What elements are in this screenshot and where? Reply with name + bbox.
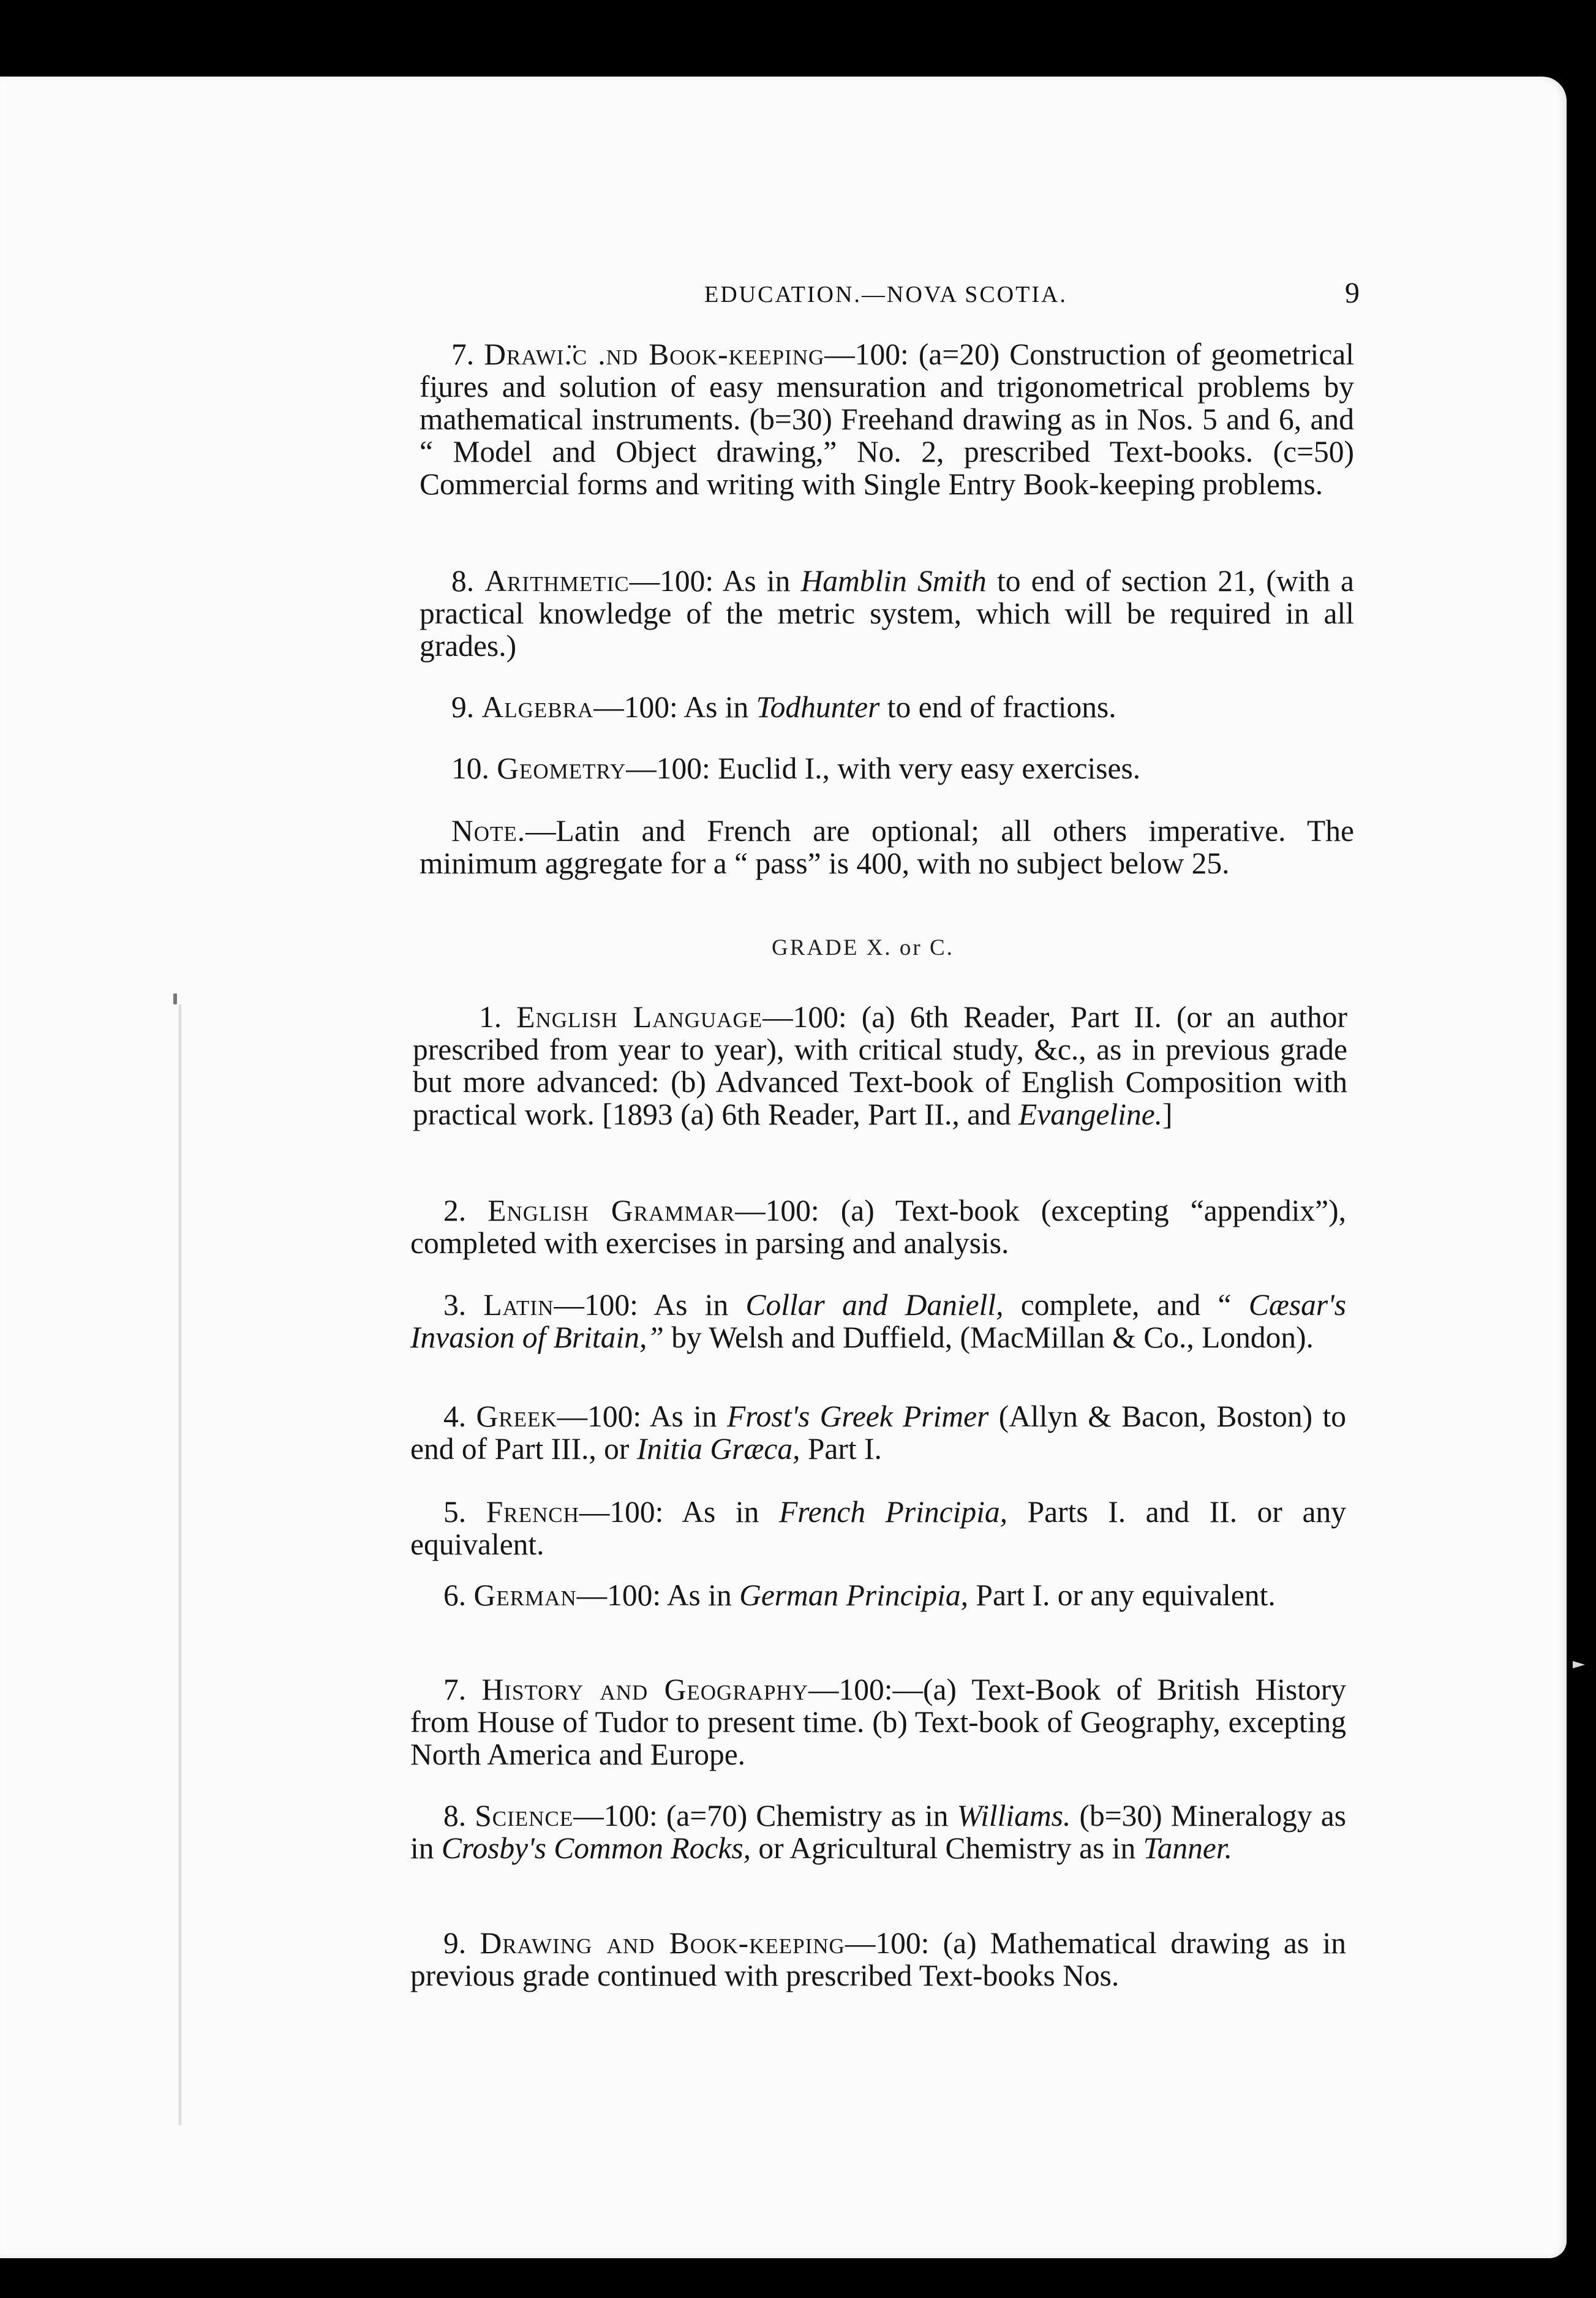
page-number: 9 — [1345, 277, 1360, 309]
item-heading: German — [473, 1578, 577, 1612]
item-heading: Algebra — [481, 690, 594, 724]
section-greek — [410, 1400, 1346, 1465]
book-title: Williams. — [957, 1799, 1071, 1833]
item-heading: Arithmetic — [484, 564, 630, 598]
section-german — [410, 1579, 1346, 1611]
item-heading: Geometry — [497, 752, 627, 785]
item-heading: Latin — [483, 1288, 554, 1322]
item-number: 4. — [443, 1400, 467, 1433]
item-number: 9. — [443, 1926, 467, 1960]
item-text: —100: (a) Mathematical drawing as in previous grade continued with prescribed Text-books Nos. — [410, 1926, 1347, 1992]
item-text: —100: As in — [557, 1400, 728, 1433]
item-text-rest: ] — [1162, 1098, 1173, 1131]
item-text-rest: Part I. or any equivalent. — [968, 1578, 1276, 1612]
section-drawing-bookkeeping-7 — [420, 338, 1354, 500]
book-title: German Principia, — [739, 1578, 969, 1612]
item-number: 7. — [443, 1673, 467, 1706]
section-geometry — [420, 752, 1354, 785]
page-fold-shadow — [178, 1004, 182, 2125]
book-title: Frost's Greek Primer — [727, 1400, 989, 1433]
section-french — [410, 1496, 1346, 1561]
item-text-rest: to end of section 21, (with a practical knowledge of the metric system, which will be required in all grades.) — [420, 564, 1354, 663]
item-number: 9. — [451, 690, 475, 724]
note-text: —Latin and French are optional; all others imperative. The minimum aggregate for a “ pass” is 400, with no subject below 25. — [420, 814, 1354, 880]
section-english-grammar — [410, 1194, 1346, 1259]
note-paragraph — [420, 815, 1354, 880]
section-english-language — [413, 1001, 1347, 1131]
book-title: French Principia, — [778, 1495, 1008, 1529]
item-text: —100: As in — [593, 690, 756, 724]
item-number: 6. — [443, 1578, 467, 1612]
binding-mark — [173, 993, 177, 1004]
item-text-rest: Part I. — [800, 1432, 882, 1466]
section-arithmetic — [420, 565, 1354, 662]
book-title: Todhunter — [756, 690, 880, 724]
item-text: —100:—(a) Text-Book of British History from House of Tudor to present time. (b) Text-book of Geography, excepting North America and Europe. — [410, 1673, 1346, 1771]
book-title-2: Cæsar's Invasion of Britain,” — [410, 1288, 1346, 1354]
book-title: Evangeline. — [1018, 1098, 1163, 1131]
book-title-3: Tanner. — [1143, 1831, 1233, 1865]
item-text: —100: Euclid I., with very easy exercises. — [626, 752, 1141, 785]
book-title: Collar and Daniell, — [745, 1288, 1004, 1322]
item-heading: French — [486, 1495, 579, 1529]
item-text: —100: (a=70) Chemistry as in — [573, 1799, 957, 1833]
item-number: 5. — [443, 1495, 467, 1529]
item-heading: English Grammar — [487, 1194, 736, 1227]
item-text-mid: (b=30) Mineralogy as in — [410, 1799, 1347, 1865]
item-number: 8. — [443, 1799, 467, 1833]
item-number: 2. — [443, 1194, 467, 1227]
item-heading: Drawi.̈c .nd Book-keeping — [484, 337, 825, 371]
item-number: 7. — [451, 337, 475, 371]
item-text: —100: As in — [629, 564, 801, 598]
section-latin — [410, 1289, 1346, 1354]
item-text: —100: (a=20) Construction of geometrical fi̧ures and solution of easy mensuration and trigonometrical problems by mathematical instruments. (b=30) Freehand drawing as in Nos. 5 and 6, and “ Model and Object drawing,” No. 2, prescribed Text-books. (c=50) Commercial forms and writing with Single Entry Book-keeping problems. — [420, 337, 1355, 501]
running-header — [416, 276, 1360, 313]
book-title-2: Crosby's Common Rocks, — [441, 1831, 751, 1865]
section-algebra — [420, 691, 1354, 723]
section-history-geography — [410, 1673, 1346, 1771]
item-number: 3. — [443, 1288, 467, 1322]
page-edge-tab — [1573, 1661, 1585, 1668]
item-heading: History and Geography — [481, 1673, 808, 1706]
item-text: —100: As in — [579, 1495, 779, 1529]
item-text: —100: As in — [576, 1578, 740, 1612]
item-text: —100: (a) Text-book (excepting “appendix”), completed with exercises in parsing and analysis. — [410, 1194, 1346, 1260]
running-title: EDUCATION.—NOVA SCOTIA. — [704, 282, 1067, 307]
item-text: —100: As in — [554, 1288, 746, 1322]
section-science — [410, 1799, 1346, 1864]
item-number: 8. — [451, 564, 475, 598]
item-text-mid-2: or Agricultural Chemistry as in — [751, 1831, 1143, 1865]
item-heading: Greek — [476, 1400, 557, 1433]
note-label: Note. — [451, 814, 526, 848]
item-text-rest: to end of fractions. — [879, 690, 1116, 724]
section-drawing-bookkeeping-9 — [410, 1927, 1346, 1992]
book-title-2: Initia Græca, — [636, 1432, 800, 1466]
item-text-rest: by Welsh and Duffield, (MacMillan & Co., London). — [663, 1320, 1314, 1354]
item-heading: English Language — [516, 1000, 763, 1034]
item-number: 1. — [479, 1000, 502, 1034]
item-heading: Science — [475, 1799, 574, 1833]
item-text-mid: (Allyn & Bacon, Boston) to end of Part III., or — [410, 1400, 1346, 1466]
item-number: 10. — [451, 752, 489, 785]
item-text-mid: complete, and “ — [1003, 1288, 1249, 1322]
item-heading: Drawing and Book-keeping — [480, 1926, 845, 1960]
book-title: Hamblin Smith — [800, 564, 987, 598]
item-text: —100: (a) 6th Reader, Part II. (or an author prescribed from year to year), with critical study, &c., as in previous grade but more advanced: (b) Advanced Text-book of English Composition with practical work. [1893 (a) 6th Reader, Part II., and — [413, 1000, 1348, 1131]
item-text-rest: Parts I. and II. or any equivalent. — [410, 1495, 1346, 1561]
grade-heading: GRADE X. or C. — [772, 935, 954, 960]
